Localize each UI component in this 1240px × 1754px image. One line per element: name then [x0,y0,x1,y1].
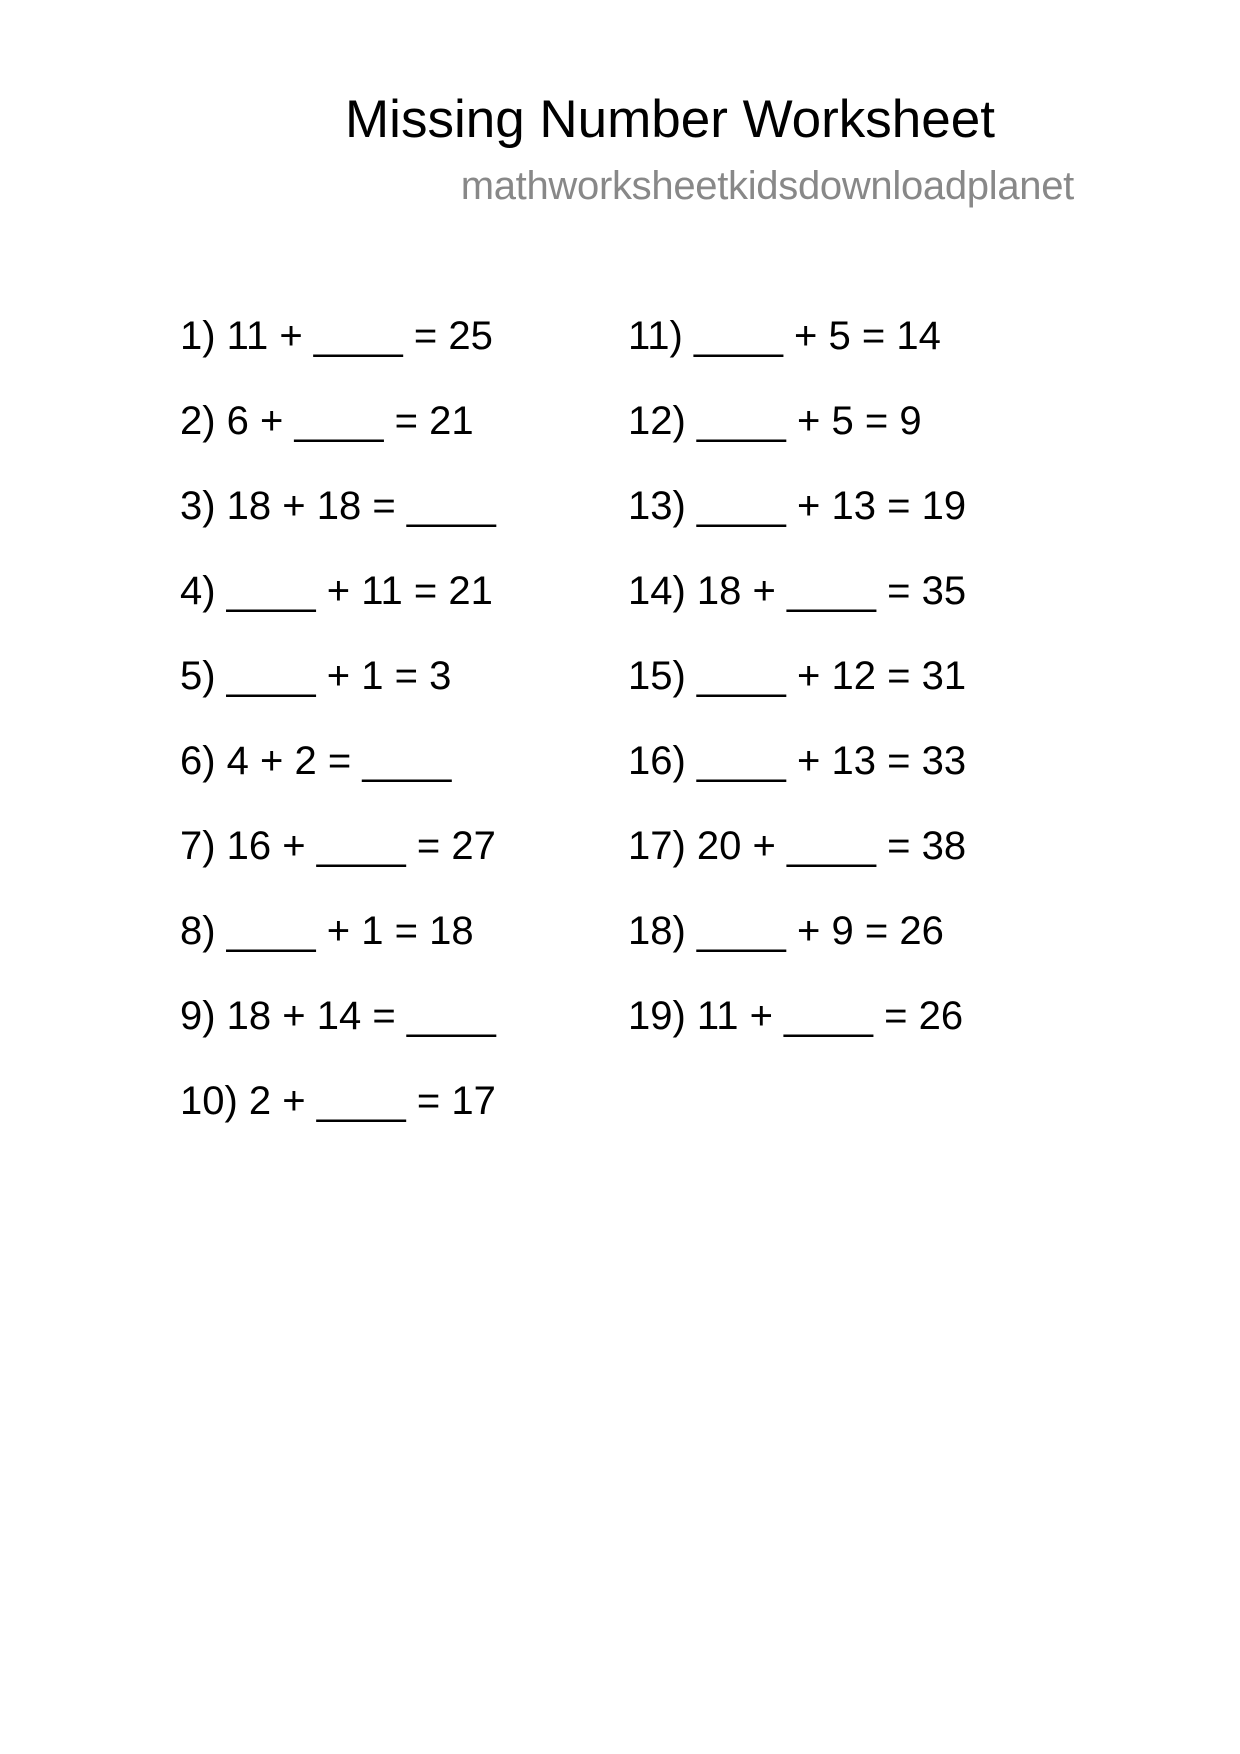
problem-8: 8) ____ + 1 = 18 [180,909,474,953]
problems-column-left [180,310,496,1160]
worksheet-title: Missing Number Worksheet [345,90,995,149]
problem-2: 2) 6 + ____ = 21 [180,399,474,443]
problem-9: 9) 18 + 14 = ____ [180,994,496,1038]
problem-15: 15) ____ + 12 = 31 [628,654,967,698]
problem-16: 16) ____ + 13 = 33 [628,739,967,783]
problem-5: 5) ____ + 1 = 3 [180,654,452,698]
problem-11: 11) ____ + 5 = 14 [628,314,941,358]
problem-10: 10) 2 + ____ = 17 [180,1079,496,1123]
problem-1: 1) 11 + ____ = 25 [180,314,493,358]
problem-6: 6) 4 + 2 = ____ [180,739,452,783]
problem-17: 17) 20 + ____ = 38 [628,824,967,868]
worksheet-source-label: mathworksheetkidsdownloadplanet [460,164,1074,208]
problem-12: 12) ____ + 5 = 9 [628,399,922,443]
problems-column-right [628,310,966,1075]
problem-7: 7) 16 + ____ = 27 [180,824,496,868]
problem-4: 4) ____ + 11 = 21 [180,569,493,613]
problem-14: 14) 18 + ____ = 35 [628,569,967,613]
problem-18: 18) ____ + 9 = 26 [628,909,944,953]
problem-13: 13) ____ + 13 = 19 [628,484,967,528]
problem-19: 19) 11 + ____ = 26 [628,994,964,1038]
problem-3: 3) 18 + 18 = ____ [180,484,496,528]
